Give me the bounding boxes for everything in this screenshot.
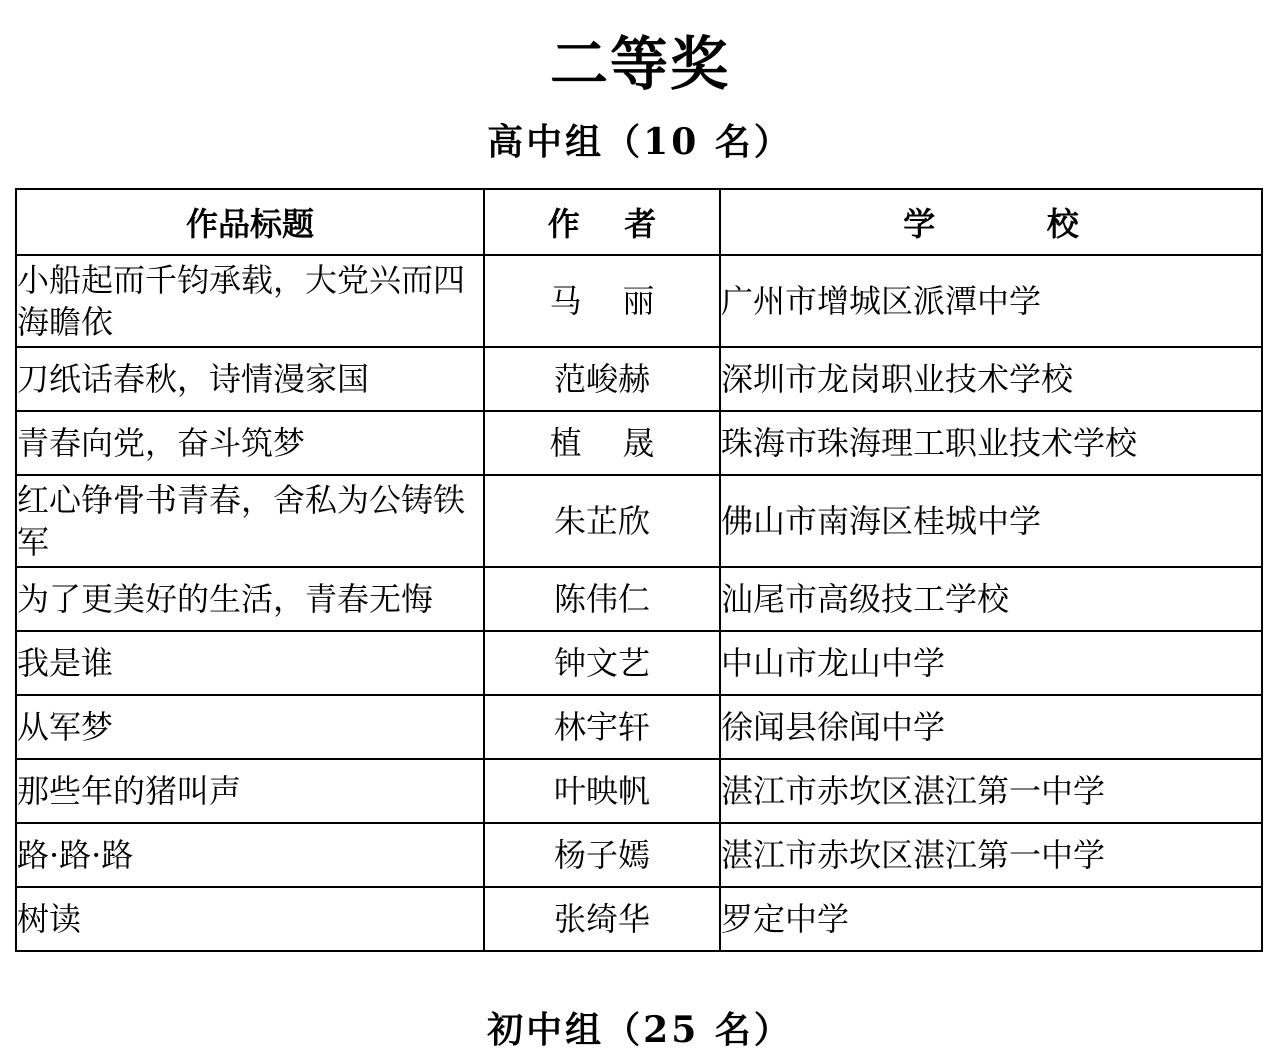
table-row — [16, 887, 1262, 951]
school-name: 珠海市珠海理工职业技术学校 — [720, 411, 1262, 475]
work-title: 我是谁 — [16, 631, 484, 695]
school-name: 佛山市南海区桂城中学 — [720, 475, 1262, 567]
author-name: 朱芷欣 — [484, 475, 720, 567]
table-header-row — [16, 189, 1262, 255]
author-name: 叶映帆 — [484, 759, 720, 823]
column-header-school: 学 校 — [720, 189, 1262, 255]
work-title: 红心铮骨书青春，舍私为公铸铁军 — [16, 475, 484, 567]
author-name: 钟文艺 — [484, 631, 720, 695]
school-name: 深圳市龙岗职业技术学校 — [720, 347, 1262, 411]
page-title: 二等奖 — [549, 30, 730, 98]
table-row — [16, 475, 1262, 567]
table-row — [16, 823, 1262, 887]
school-name: 中山市龙山中学 — [720, 631, 1262, 695]
work-title: 青春向党，奋斗筑梦 — [16, 411, 484, 475]
table-row — [16, 759, 1262, 823]
work-title: 刀纸话春秋，诗情漫家国 — [16, 347, 484, 411]
author-name: 马 丽 — [484, 255, 720, 347]
table-row — [16, 255, 1262, 347]
author-name: 植 晟 — [484, 411, 720, 475]
author-name: 张绮华 — [484, 887, 720, 951]
column-header-title: 作品标题 — [16, 189, 484, 255]
school-name: 汕尾市高级技工学校 — [720, 567, 1262, 631]
author-name: 林宇轩 — [484, 695, 720, 759]
table-row — [16, 411, 1262, 475]
work-title: 树读 — [16, 887, 484, 951]
column-header-author: 作 者 — [484, 189, 720, 255]
work-title: 那些年的猪叫声 — [16, 759, 484, 823]
table-row — [16, 695, 1262, 759]
table-row — [16, 567, 1262, 631]
school-name: 湛江市赤坎区湛江第一中学 — [720, 759, 1262, 823]
school-name: 徐闻县徐闻中学 — [720, 695, 1262, 759]
work-title: 小船起而千钧承载，大党兴而四海瞻依 — [16, 255, 484, 347]
work-title: 为了更美好的生活，青春无悔 — [16, 567, 484, 631]
school-name: 罗定中学 — [720, 887, 1262, 951]
table-row — [16, 347, 1262, 411]
high-school-awards-table — [15, 188, 1263, 952]
junior-high-group-heading: 初中组（25 名） — [487, 1009, 793, 1051]
author-name: 陈伟仁 — [484, 567, 720, 631]
school-name: 湛江市赤坎区湛江第一中学 — [720, 823, 1262, 887]
work-title: 从军梦 — [16, 695, 484, 759]
high-school-group-heading: 高中组（10 名） — [487, 121, 793, 163]
table-row — [16, 631, 1262, 695]
school-name: 广州市增城区派潭中学 — [720, 255, 1262, 347]
author-name: 范峻赫 — [484, 347, 720, 411]
work-title: 路·路·路 — [16, 823, 484, 887]
author-name: 杨子嫣 — [484, 823, 720, 887]
